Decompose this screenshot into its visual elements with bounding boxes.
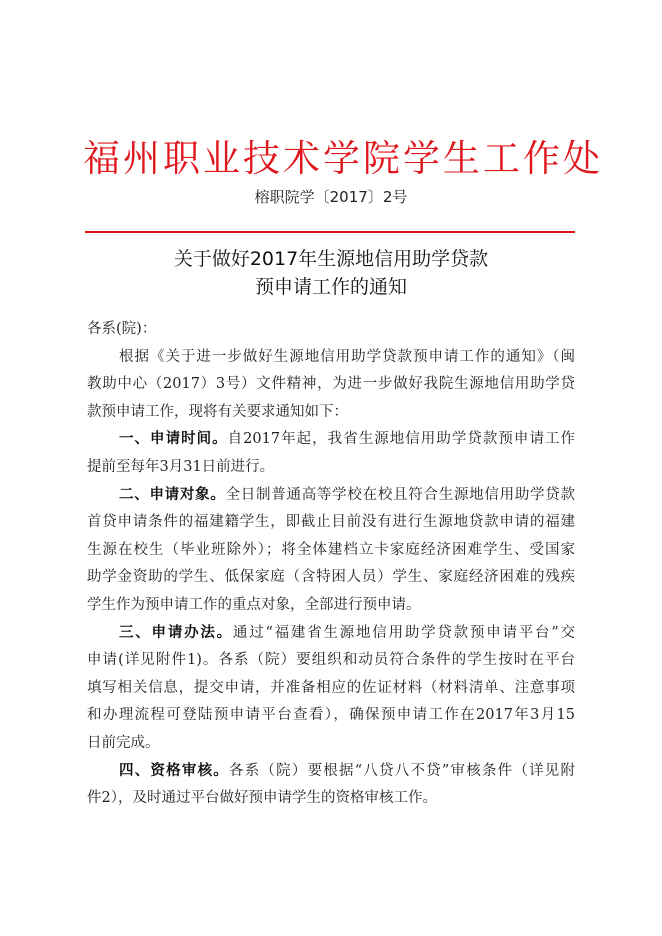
- notice-title-line2: 预申请工作的通知: [254, 276, 407, 298]
- section-heading: 三、申请办法。: [119, 624, 233, 641]
- body-line: 款预申请工作，现将有关要求通知如下：: [87, 403, 348, 420]
- notice-body: [87, 316, 575, 813]
- notice-title-line1: 关于做好2017年生源地信用助学贷款: [173, 248, 489, 270]
- body-line: 教助中心（2017）3号）文件精神，为进一步做好我院生源地信用助学贷: [87, 376, 575, 393]
- section-2-line: 二、申请对象。全日制普通高等学校在校且符合生源地信用助学贷款: [119, 486, 576, 503]
- body-line: 提前至每年3月31日前进行。: [87, 458, 275, 475]
- body-line: 助学金资助的学生、低保家庭（含特困人员）学生、家庭经济困难的残疾: [87, 569, 575, 586]
- body-line: 学生作为预申请工作的重点对象，全部进行预申请。: [87, 596, 421, 613]
- body-line: 申请(详见附件1)。各系（院）要组织和动员符合条件的学生按时在平台: [87, 652, 575, 669]
- salutation: 各系(院)：: [87, 321, 157, 337]
- body-line: 根据《关于进一步做好生源地信用助学贷款预申请工作的通知》（闽: [119, 348, 575, 365]
- section-heading: 四、资格审核。: [119, 762, 229, 779]
- body-line: 填写相关信息，提交申请，并准备相应的佐证材料（材料清单、注意事项: [87, 679, 575, 696]
- section-3-line: 三、申请办法。通过“福建省生源地信用助学贷款预申请平台”交: [119, 624, 575, 641]
- section-4-line: 四、资格审核。各系（院）要根据“八贷八不贷”审核条件（详见附: [119, 762, 576, 779]
- issuing-org-title: 福州职业技术学院学生工作处: [83, 137, 603, 180]
- body-line: 和办理流程可登陆预申请平台查看），确保预申请工作在2017年3月15: [87, 707, 575, 724]
- body-line: 生源在校生（毕业班除外）；将全体建档立卡家庭经济困难学生、受国家: [87, 541, 575, 558]
- red-divider: [85, 231, 575, 233]
- body-line: 日前完成。: [87, 734, 160, 751]
- document-number: 榕职院学〔2017〕2号: [254, 188, 408, 206]
- section-heading: 二、申请对象。: [119, 486, 226, 503]
- section-heading: 一、申请时间。: [119, 431, 228, 448]
- section-1-line: 一、申请时间。自2017年起，我省生源地信用助学贷款预申请工作: [119, 431, 575, 448]
- body-line: 首贷申请条件的福建籍学生，即截止目前没有进行生源地贷款申请的福建: [87, 514, 575, 531]
- body-line: 件2），及时通过平台做好预申请学生的资格审核工作。: [87, 790, 437, 807]
